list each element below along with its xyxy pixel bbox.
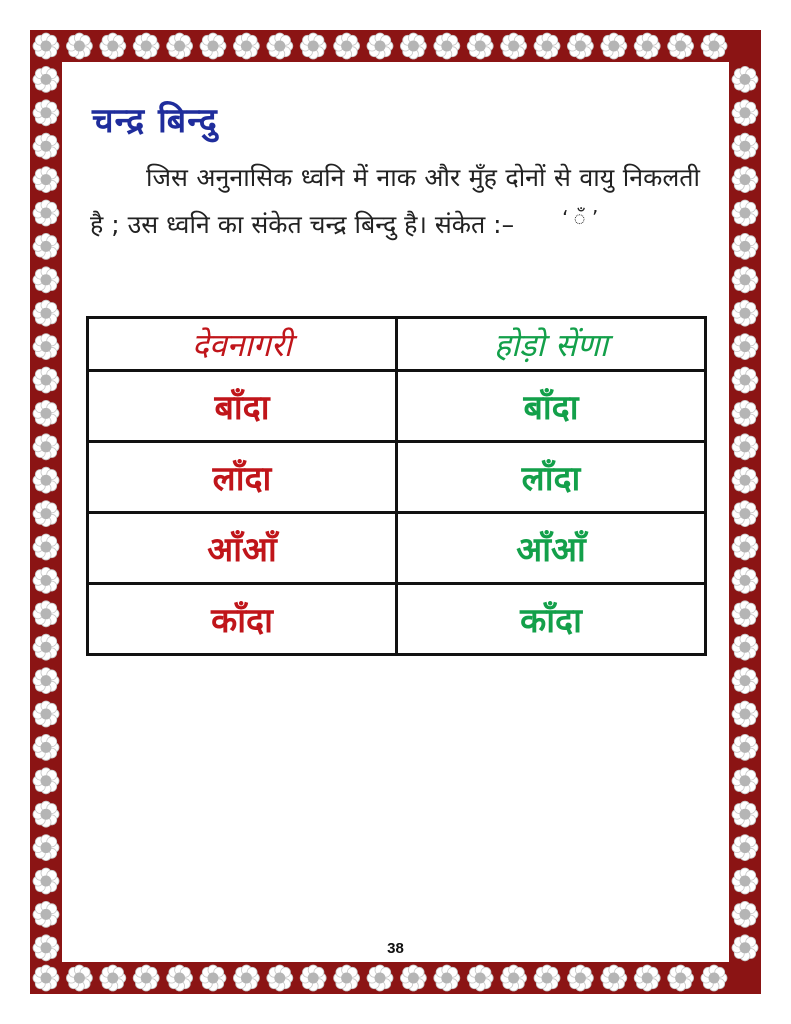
- flower-ornament: [501, 33, 527, 59]
- flower-ornament: [267, 965, 293, 991]
- flower-ornament: [601, 965, 627, 991]
- chandrabindu-symbol: ‘ ँ ’: [562, 206, 599, 230]
- flower-ornament: [133, 965, 159, 991]
- flower-ornament: [100, 33, 126, 59]
- flower-ornament: [33, 567, 59, 593]
- ho-word: आँआँ: [397, 513, 706, 584]
- flower-ornament: [467, 965, 493, 991]
- flower-ornament: [33, 434, 59, 460]
- header-devanagari: देवनागरी: [88, 318, 397, 371]
- table-row: [88, 442, 706, 513]
- flower-ornament: [732, 835, 758, 861]
- ho-word: काँदा: [397, 584, 706, 655]
- flower-ornament: [33, 501, 59, 527]
- flower-ornament: [33, 701, 59, 727]
- flower-ornament: [732, 901, 758, 927]
- devanagari-word: बाँदा: [88, 371, 397, 442]
- flower-ornament: [668, 965, 694, 991]
- flower-ornament: [732, 66, 758, 92]
- flower-ornament: [33, 965, 59, 991]
- flower-ornament: [567, 965, 593, 991]
- paragraph-text: जिस अनुनासिक ध्वनि में नाक और मुँह दोनों से वायु निकलती है ; उस ध्वनि का संकेत चन्द्र बिन्दु है। संकेत :–: [90, 163, 700, 239]
- flower-ornament: [732, 100, 758, 126]
- flower-ornament: [501, 965, 527, 991]
- flower-ornament: [732, 200, 758, 226]
- ho-word: लाँदा: [397, 442, 706, 513]
- flower-ornament: [732, 400, 758, 426]
- flower-ornament: [167, 33, 193, 59]
- flower-ornament: [33, 133, 59, 159]
- flower-ornament: [732, 467, 758, 493]
- header-ho: होड़ो सेंणा: [397, 318, 706, 371]
- flower-ornament: [33, 901, 59, 927]
- flower-ornament: [701, 965, 727, 991]
- flower-ornament: [668, 33, 694, 59]
- flower-ornament: [400, 33, 426, 59]
- flower-ornament: [133, 33, 159, 59]
- devanagari-word: काँदा: [88, 584, 397, 655]
- flower-ornament: [732, 534, 758, 560]
- flower-ornament: [33, 634, 59, 660]
- flower-ornament: [267, 33, 293, 59]
- flower-ornament: [334, 33, 360, 59]
- flower-ornament: [732, 801, 758, 827]
- page-title: चन्द्र बिन्दु: [92, 101, 218, 141]
- flower-ornament: [33, 167, 59, 193]
- flower-ornament: [33, 768, 59, 794]
- flower-ornament: [33, 668, 59, 694]
- flower-ornament: [732, 334, 758, 360]
- table-row: [88, 371, 706, 442]
- flower-ornament: [233, 965, 259, 991]
- flower-ornament: [300, 33, 326, 59]
- flower-ornament: [732, 868, 758, 894]
- flower-ornament: [732, 768, 758, 794]
- flower-ornament: [33, 868, 59, 894]
- flower-ornament: [732, 267, 758, 293]
- flower-ornament: [732, 434, 758, 460]
- table-header-row: [88, 318, 706, 371]
- flower-ornament: [567, 33, 593, 59]
- flower-ornament: [200, 33, 226, 59]
- flower-ornament: [66, 965, 92, 991]
- flower-ornament: [33, 467, 59, 493]
- flower-ornament: [33, 367, 59, 393]
- flower-ornament: [732, 167, 758, 193]
- flower-ornament: [732, 567, 758, 593]
- page-number: 38: [387, 940, 404, 957]
- flower-ornament: [33, 801, 59, 827]
- flower-ornament: [534, 965, 560, 991]
- flower-ornament: [534, 33, 560, 59]
- flower-ornament: [732, 601, 758, 627]
- flower-ornament: [200, 965, 226, 991]
- flower-ornament: [732, 734, 758, 760]
- flower-ornament: [434, 33, 460, 59]
- flower-ornament: [33, 200, 59, 226]
- flower-ornament: [33, 267, 59, 293]
- flower-ornament: [33, 734, 59, 760]
- flower-ornament: [634, 33, 660, 59]
- flower-ornament: [634, 965, 660, 991]
- flower-ornament: [732, 233, 758, 259]
- devanagari-word: आँआँ: [88, 513, 397, 584]
- flower-ornament: [732, 501, 758, 527]
- flower-ornament: [167, 965, 193, 991]
- flower-ornament: [233, 33, 259, 59]
- flower-ornament: [33, 400, 59, 426]
- flower-ornament: [300, 965, 326, 991]
- flower-ornament: [732, 300, 758, 326]
- flower-ornament: [33, 334, 59, 360]
- flower-ornament: [33, 534, 59, 560]
- devanagari-word: लाँदा: [88, 442, 397, 513]
- flower-ornament: [334, 965, 360, 991]
- description-paragraph: [90, 158, 700, 245]
- ho-word: बाँदा: [397, 371, 706, 442]
- flower-ornament: [100, 965, 126, 991]
- flower-ornament: [434, 965, 460, 991]
- flower-ornament: [33, 66, 59, 92]
- flower-ornament: [732, 634, 758, 660]
- flower-ornament: [367, 965, 393, 991]
- flower-ornament: [33, 100, 59, 126]
- flower-ornament: [33, 33, 59, 59]
- flower-ornament: [33, 835, 59, 861]
- flower-ornament: [367, 33, 393, 59]
- flower-ornament: [33, 300, 59, 326]
- flower-ornament: [400, 965, 426, 991]
- flower-ornament: [701, 33, 727, 59]
- flower-ornament: [732, 367, 758, 393]
- flower-ornament: [732, 133, 758, 159]
- flower-ornament: [732, 668, 758, 694]
- flower-ornament: [33, 233, 59, 259]
- word-table: [86, 316, 707, 656]
- flower-ornament: [33, 601, 59, 627]
- table-row: [88, 584, 706, 655]
- flower-ornament: [732, 701, 758, 727]
- flower-ornament: [66, 33, 92, 59]
- table-row: [88, 513, 706, 584]
- flower-ornament: [467, 33, 493, 59]
- flower-ornament: [601, 33, 627, 59]
